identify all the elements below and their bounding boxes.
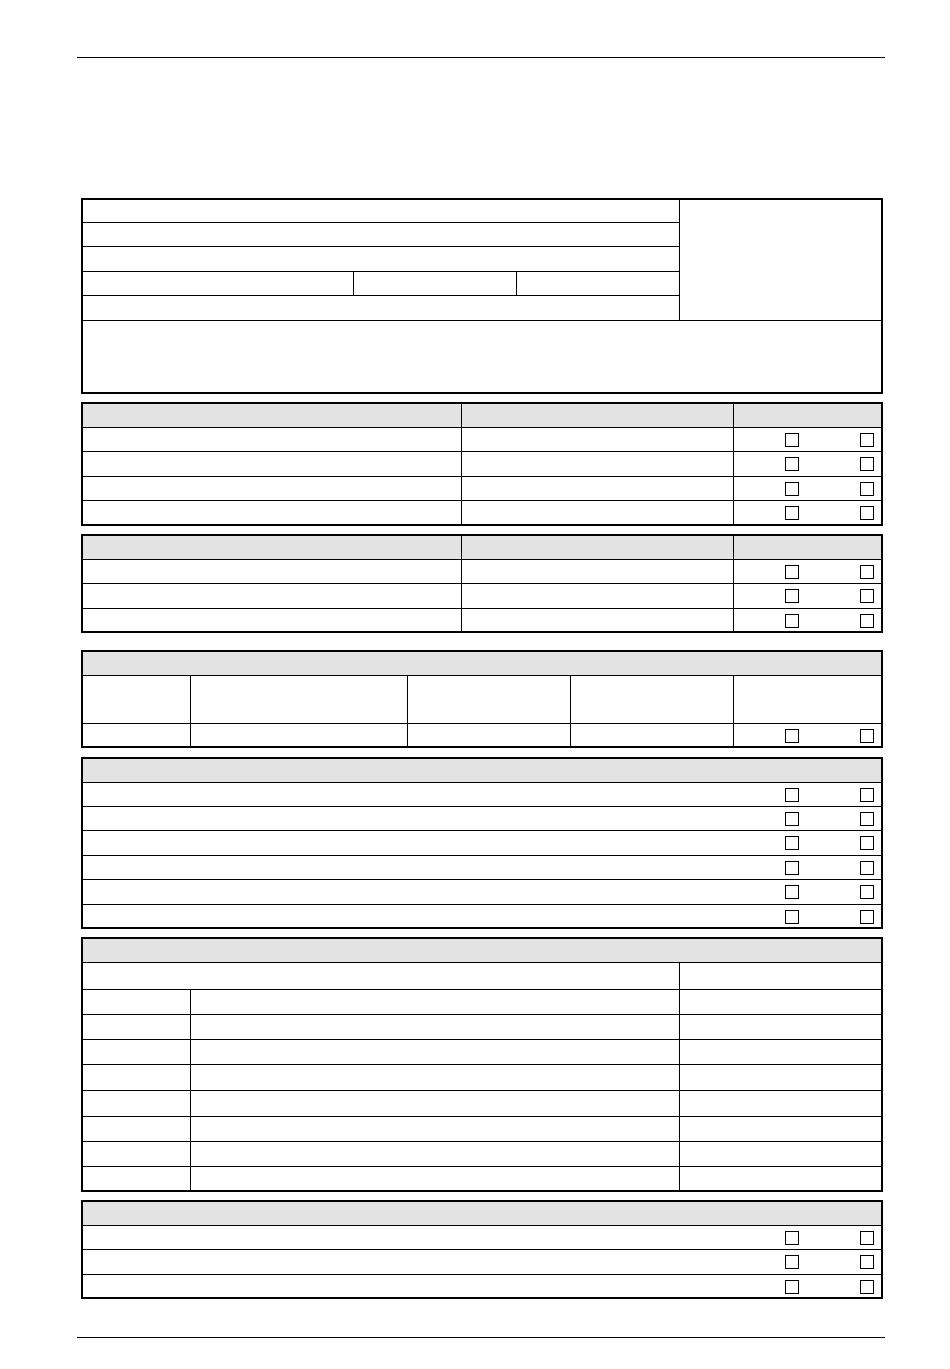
section-6-row-2-checkbox-b[interactable] (860, 1255, 874, 1269)
section-1-row-2-checkbox-a[interactable] (785, 457, 799, 471)
section-4-row-5-checkbox-b[interactable] (860, 885, 874, 899)
section-4-row-3-checkbox-a[interactable] (785, 836, 799, 850)
section-2-row-2-checkbox-b[interactable] (860, 589, 874, 603)
section-3-row-1-checkbox-b[interactable] (860, 729, 874, 743)
section-4-row-3-checkbox-b[interactable] (860, 836, 874, 850)
section-2-row-3-checkbox-b[interactable] (860, 614, 874, 628)
section-2-row-2-checkbox-a[interactable] (785, 589, 799, 603)
bottom-rule (77, 1337, 885, 1338)
section-2-row-1-checkbox-a[interactable] (785, 565, 799, 579)
section-4-row-4-checkbox-b[interactable] (860, 861, 874, 875)
section-4-row-6-checkbox-a[interactable] (785, 910, 799, 924)
section-4-row-1-checkbox-a[interactable] (785, 788, 799, 802)
section-6-row-3-checkbox-a[interactable] (785, 1280, 799, 1294)
section-4-row-5-checkbox-a[interactable] (785, 885, 799, 899)
section-4-row-1-checkbox-b[interactable] (860, 788, 874, 802)
section-1-row-4-checkbox-a[interactable] (785, 506, 799, 520)
section-1-row-4-checkbox-b[interactable] (860, 506, 874, 520)
section-6-row-2-checkbox-a[interactable] (785, 1255, 799, 1269)
photo-box[interactable] (681, 200, 881, 319)
section-1-row-3-checkbox-a[interactable] (785, 482, 799, 496)
top-rule (77, 57, 885, 58)
section-4-row-2-checkbox-a[interactable] (785, 812, 799, 826)
section-1-row-3-checkbox-b[interactable] (860, 482, 874, 496)
remarks-area[interactable] (83, 322, 881, 392)
section-4-row-4-checkbox-a[interactable] (785, 861, 799, 875)
section-6-row-1-checkbox-b[interactable] (860, 1231, 874, 1245)
section-4-row-2-checkbox-b[interactable] (860, 812, 874, 826)
section-6-row-3-checkbox-b[interactable] (860, 1280, 874, 1294)
section-6-row-1-checkbox-a[interactable] (785, 1231, 799, 1245)
section-1-row-1-checkbox-a[interactable] (785, 433, 799, 447)
section-2-row-3-checkbox-a[interactable] (785, 614, 799, 628)
section-4-row-6-checkbox-b[interactable] (860, 910, 874, 924)
section-3-row-1-checkbox-a[interactable] (785, 729, 799, 743)
section-2-row-1-checkbox-b[interactable] (860, 565, 874, 579)
section-1-row-1-checkbox-b[interactable] (860, 433, 874, 447)
section-1-row-2-checkbox-b[interactable] (860, 457, 874, 471)
